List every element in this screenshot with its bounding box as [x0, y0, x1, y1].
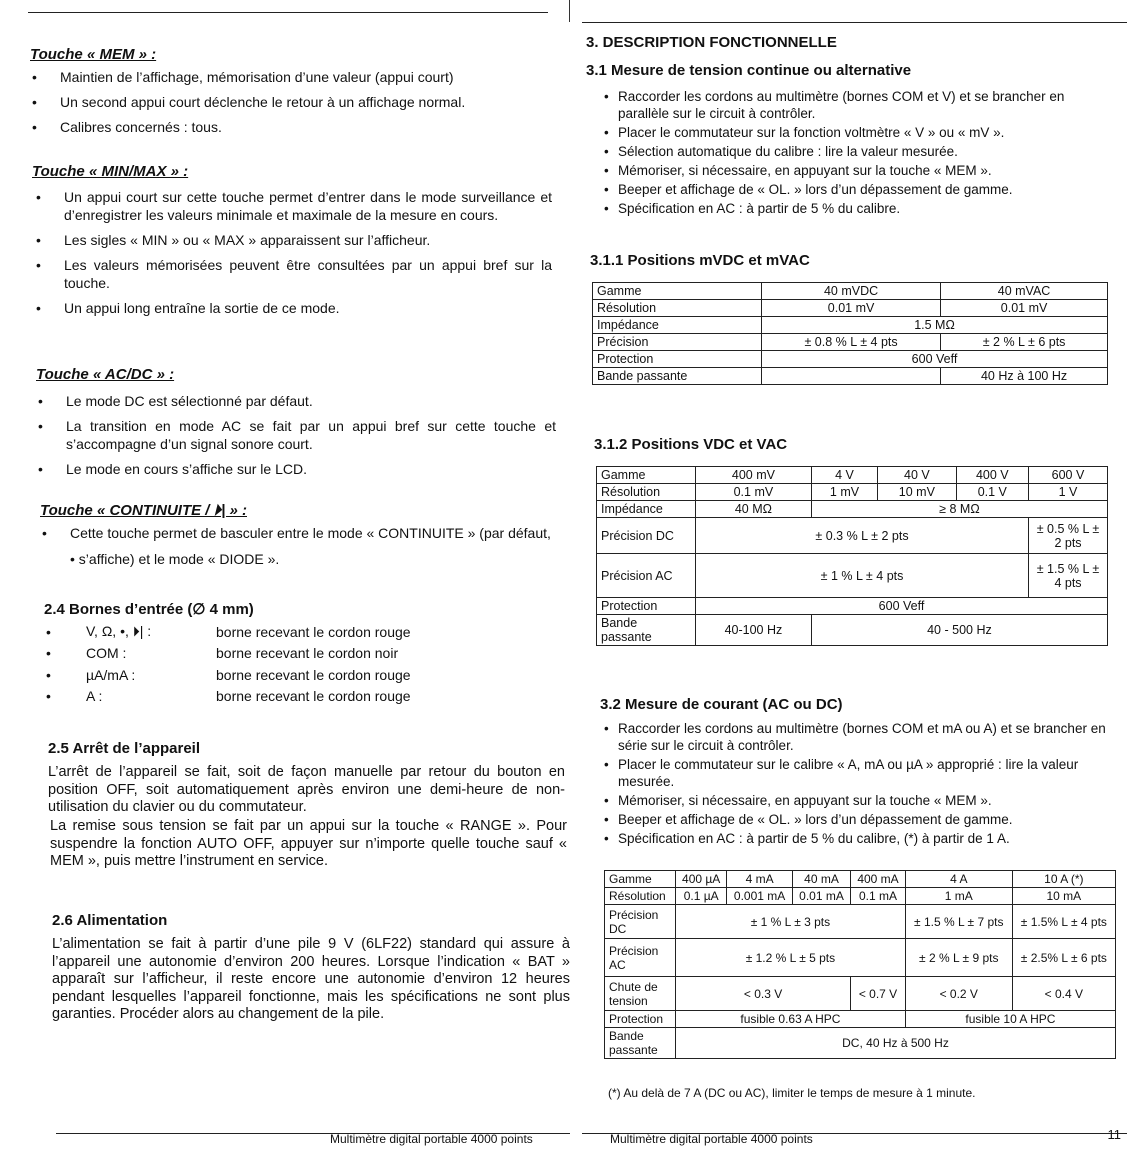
terminal-name: COM : — [86, 645, 127, 662]
table-cell: Bande passante — [597, 615, 696, 646]
table-row — [597, 467, 1108, 484]
table-cell: Résolution — [597, 484, 696, 501]
table-cell: 10 A (*) — [1012, 871, 1115, 888]
table-cell: 40 MΩ — [696, 501, 812, 518]
list-item: • Beeper et affichage de « OL. » lors d’un dépassement de gamme. — [602, 811, 1116, 828]
table-cell: ≥ 8 MΩ — [811, 501, 1107, 518]
table-cell: fusible 10 A HPC — [905, 1011, 1115, 1028]
list-item: • Raccorder les cordons au multimètre (bornes COM et V) et se brancher en parallèle sur le circuit à contrôler. — [602, 88, 1114, 122]
table-cell: Gamme — [605, 871, 676, 888]
table-cell: Impédance — [593, 317, 762, 334]
table-cell: Résolution — [605, 888, 676, 905]
table-row — [597, 554, 1108, 598]
table-cell: Précision DC — [605, 905, 676, 939]
section-2-5-paragraph-2: La remise sous tension se fait par un appui sur la touche « RANGE ». Pour suspendre la fonction AUTO OFF, appuyer sur n’importe quelle touche sauf « MEM », puis mettre l’instrument en service. — [50, 818, 567, 869]
table-row — [597, 484, 1108, 501]
table-cell: 40 mA — [792, 871, 850, 888]
list-item: • La transition en mode AC se fait par un appui bref sur cette touche et s’accompagne d’un signal sonore court. — [34, 417, 556, 453]
table-cell: 40 mVDC — [762, 283, 941, 300]
terminal-name: V, Ω, •, ⏵| : — [86, 623, 152, 640]
table-cell: 400 µA — [676, 871, 727, 888]
section-2-6-title: 2.6 Alimentation — [52, 912, 168, 929]
footer-right: Multimètre digital portable 4000 points — [610, 1132, 813, 1146]
table-row — [605, 905, 1116, 939]
minmax-title: Touche « MIN/MAX » : — [32, 163, 189, 180]
table-cell: Bande passante — [593, 368, 762, 385]
table-cell: ± 0.8 % L ± 4 pts — [762, 334, 941, 351]
page-divider — [569, 0, 570, 22]
list-item: • Cette touche permet de basculer entre le mode « CONTINUITE » (par défaut, • s’affiche) et le mode « DIODE ». — [38, 520, 558, 572]
table-cell: 0.1 µA — [676, 888, 727, 905]
list-item: • Un appui long entraîne la sortie de ce mode. — [32, 299, 552, 317]
list-item: • Mémoriser, si nécessaire, en appuyant sur la touche « MEM ». — [602, 162, 1114, 179]
table-cell: Précision — [593, 334, 762, 351]
table-cell: < 0.3 V — [676, 977, 851, 1011]
list-item: • Les valeurs mémorisées peuvent être consultées par un appui bref sur la touche. — [32, 256, 552, 292]
table-row — [593, 317, 1108, 334]
table-cell: ± 2.5% L ± 6 pts — [1012, 939, 1115, 977]
table-cell: 1 mV — [811, 484, 877, 501]
table-cell: ± 0.5 % L ± 2 pts — [1029, 518, 1108, 554]
section-3-2-list — [602, 720, 1116, 849]
table-cell: ± 1 % L ± 3 pts — [676, 905, 906, 939]
section-2-5-title: 2.5 Arrêt de l’appareil — [48, 740, 201, 757]
table-cell: 0.001 mA — [727, 888, 793, 905]
table-cell: 0.1 V — [956, 484, 1028, 501]
table-cell: Précision AC — [597, 554, 696, 598]
table-row — [593, 334, 1108, 351]
footer-left: Multimètre digital portable 4000 points — [330, 1132, 533, 1146]
list-item: • Raccorder les cordons au multimètre (bornes COM et mA ou A) et se brancher en série sur le circuit à contrôler. — [602, 720, 1116, 754]
table-cell: ± 1.5% L ± 4 pts — [1012, 905, 1115, 939]
table-row — [605, 939, 1116, 977]
table-cell: 4 mA — [727, 871, 793, 888]
table-cell: Impédance — [597, 501, 696, 518]
table-cell: Protection — [593, 351, 762, 368]
table-v-positions — [596, 466, 1108, 646]
table-cell: 400 mA — [851, 871, 906, 888]
page-number: 11 — [1107, 1127, 1121, 1142]
table-cell: Précision AC — [605, 939, 676, 977]
mem-title: Touche « MEM » : — [30, 46, 157, 63]
table-row — [605, 1028, 1116, 1059]
terminal-name: µA/mA : — [86, 666, 136, 683]
terminal-desc: borne recevant le cordon rouge — [216, 688, 411, 705]
footnote: (*) Au delà de 7 A (DC ou AC), limiter le temps de mesure à 1 minute. — [608, 1086, 976, 1100]
table-cell: < 0.2 V — [905, 977, 1012, 1011]
list-item: • Le mode DC est sélectionné par défaut. — [34, 392, 556, 410]
list-item: • Mémoriser, si nécessaire, en appuyant sur la touche « MEM ». — [602, 792, 1116, 809]
table-cell: Gamme — [593, 283, 762, 300]
list-item: • Placer le commutateur sur la fonction voltmètre « V » ou « mV ». — [602, 124, 1114, 141]
table-cell: 40 V — [878, 467, 956, 484]
table-cell: Précision DC — [597, 518, 696, 554]
continuity-list — [38, 520, 558, 579]
table-row — [593, 300, 1108, 317]
table-cell — [762, 368, 941, 385]
table-cell: 40 Hz à 100 Hz — [941, 368, 1108, 385]
terminal-row: • A : borne recevant le cordon rouge — [46, 688, 411, 705]
acdc-title: Touche « AC/DC » : — [36, 366, 175, 383]
list-item: • Beeper et affichage de « OL. » lors d’un dépassement de gamme. — [602, 181, 1114, 198]
table-cell: < 0.7 V — [851, 977, 906, 1011]
table-cell: ± 2 % L ± 9 pts — [905, 939, 1012, 977]
table-row — [593, 351, 1108, 368]
table-cell: 10 mA — [1012, 888, 1115, 905]
table-cell: ± 1.5 % L ± 4 pts — [1029, 554, 1108, 598]
list-item: • Calibres concernés : tous. — [28, 118, 548, 136]
table-row — [593, 283, 1108, 300]
table-cell: 1 mA — [905, 888, 1012, 905]
table-cell: < 0.4 V — [1012, 977, 1115, 1011]
mem-list — [28, 68, 548, 143]
table-cell: ± 0.3 % L ± 2 pts — [696, 518, 1029, 554]
list-item: • Maintien de l’affichage, mémorisation d’une valeur (appui court) — [28, 68, 548, 86]
list-item: • Spécification en AC : à partir de 5 % du calibre. — [602, 200, 1114, 217]
table-cell: ± 1 % L ± 4 pts — [696, 554, 1029, 598]
table-cell: ± 2 % L ± 6 pts — [941, 334, 1108, 351]
section-2-5-paragraph-1: L’arrêt de l’appareil se fait, soit de façon manuelle par retour du bouton en position OFF, soit automatiquement après environ une demi-heure de non-utilisation du clavier ou du commutateur. — [48, 764, 565, 815]
table-cell: Bande passante — [605, 1028, 676, 1059]
table-cell: Protection — [597, 598, 696, 615]
table-cell: 0.01 mA — [792, 888, 850, 905]
table-cell: 1.5 MΩ — [762, 317, 1108, 334]
table-cell: 600 V — [1029, 467, 1108, 484]
table-cell: Résolution — [593, 300, 762, 317]
table-cell: Protection — [605, 1011, 676, 1028]
list-item: • Un appui court sur cette touche permet d’entrer dans le mode surveillance et d’enregistrer les valeurs minimale et maximale de la mesure en cours. — [32, 188, 552, 224]
table-mv-positions — [592, 282, 1108, 385]
table-cell: 0.1 mA — [851, 888, 906, 905]
terminal-table — [46, 621, 411, 707]
table-current — [604, 870, 1116, 1059]
list-item: • Les sigles « MIN » ou « MAX » apparaissent sur l’afficheur. — [32, 231, 552, 249]
list-item: • Un second appui court déclenche le retour à un affichage normal. — [28, 93, 548, 111]
table-cell: ± 1.2 % L ± 5 pts — [676, 939, 906, 977]
table-cell: ± 1.5 % L ± 7 pts — [905, 905, 1012, 939]
list-item: • Spécification en AC : à partir de 5 % du calibre, (*) à partir de 1 A. — [602, 830, 1116, 847]
acdc-list — [34, 392, 556, 485]
table-cell: 0.1 mV — [696, 484, 812, 501]
table-cell: fusible 0.63 A HPC — [676, 1011, 906, 1028]
table-cell: 600 Veff — [696, 598, 1108, 615]
section-2-4-title: 2.4 Bornes d’entrée (∅ 4 mm) — [44, 601, 254, 618]
section-3-1-2-title: 3.1.2 Positions VDC et VAC — [594, 436, 788, 453]
terminal-desc: borne recevant le cordon rouge — [216, 623, 411, 640]
terminal-desc: borne recevant le cordon noir — [216, 645, 399, 662]
table-row — [605, 888, 1116, 905]
table-row — [597, 501, 1108, 518]
table-cell: 4 V — [811, 467, 877, 484]
table-row — [605, 977, 1116, 1011]
table-row — [597, 598, 1108, 615]
table-cell: 4 A — [905, 871, 1012, 888]
table-cell: 40 - 500 Hz — [811, 615, 1107, 646]
table-cell: Gamme — [597, 467, 696, 484]
continuity-title: Touche « CONTINUITE / ⏵| » : — [40, 502, 247, 519]
table-cell: 10 mV — [878, 484, 956, 501]
table-cell: Chute de tension — [605, 977, 676, 1011]
table-row — [593, 368, 1108, 385]
table-cell: 1 V — [1029, 484, 1108, 501]
section-2-6-paragraph: L’alimentation se fait à partir d’une pile 9 V (6LF22) standard qui assure à l’appareil une autonomie d’environ 200 heures. Lorsque l’indication « BAT » apparaît sur l’afficheur, il reste encore une autonomie d’environ 12 heures pendant lesquelles l’appareil fonctionne, mais les spécifications ne sont plus garanties. Procéder alors au changement de la pile. — [52, 936, 570, 1022]
table-cell: DC, 40 Hz à 500 Hz — [676, 1028, 1116, 1059]
table-cell: 400 mV — [696, 467, 812, 484]
list-item: • Sélection automatique du calibre : lire la valeur mesurée. — [602, 143, 1114, 160]
table-cell: 40 mVAC — [941, 283, 1108, 300]
section-3-1-title: 3.1 Mesure de tension continue ou alternative — [586, 62, 912, 79]
section-3-1-list — [602, 88, 1114, 219]
table-cell: 0.01 mV — [762, 300, 941, 317]
table-cell: 400 V — [956, 467, 1028, 484]
table-row — [605, 1011, 1116, 1028]
minmax-list — [32, 188, 552, 324]
list-item: • Le mode en cours s’affiche sur le LCD. — [34, 460, 556, 478]
table-cell: 40-100 Hz — [696, 615, 812, 646]
terminal-row: • µA/mA : borne recevant le cordon rouge — [46, 666, 411, 683]
table-row — [597, 615, 1108, 646]
top-rule — [28, 12, 548, 13]
table-row — [605, 871, 1116, 888]
table-row — [597, 518, 1108, 554]
terminal-row: • COM : borne recevant le cordon noir — [46, 645, 399, 662]
table-cell: 600 Veff — [762, 351, 1108, 368]
terminal-name: A : — [86, 688, 103, 705]
section-3-title: 3. DESCRIPTION FONCTIONNELLE — [586, 34, 837, 51]
terminal-row: • V, Ω, •, ⏵| : borne recevant le cordon rouge — [46, 623, 411, 640]
terminal-desc: borne recevant le cordon rouge — [216, 666, 411, 683]
list-item: • Placer le commutateur sur le calibre « A, mA ou µA » approprié : lire la valeur mesurée. — [602, 756, 1116, 790]
top-rule — [582, 22, 1127, 23]
right-page — [578, 0, 1133, 1150]
table-cell: 0.01 mV — [941, 300, 1108, 317]
section-3-2-title: 3.2 Mesure de courant (AC ou DC) — [600, 696, 843, 713]
section-3-1-1-title: 3.1.1 Positions mVDC et mVAC — [590, 252, 810, 269]
